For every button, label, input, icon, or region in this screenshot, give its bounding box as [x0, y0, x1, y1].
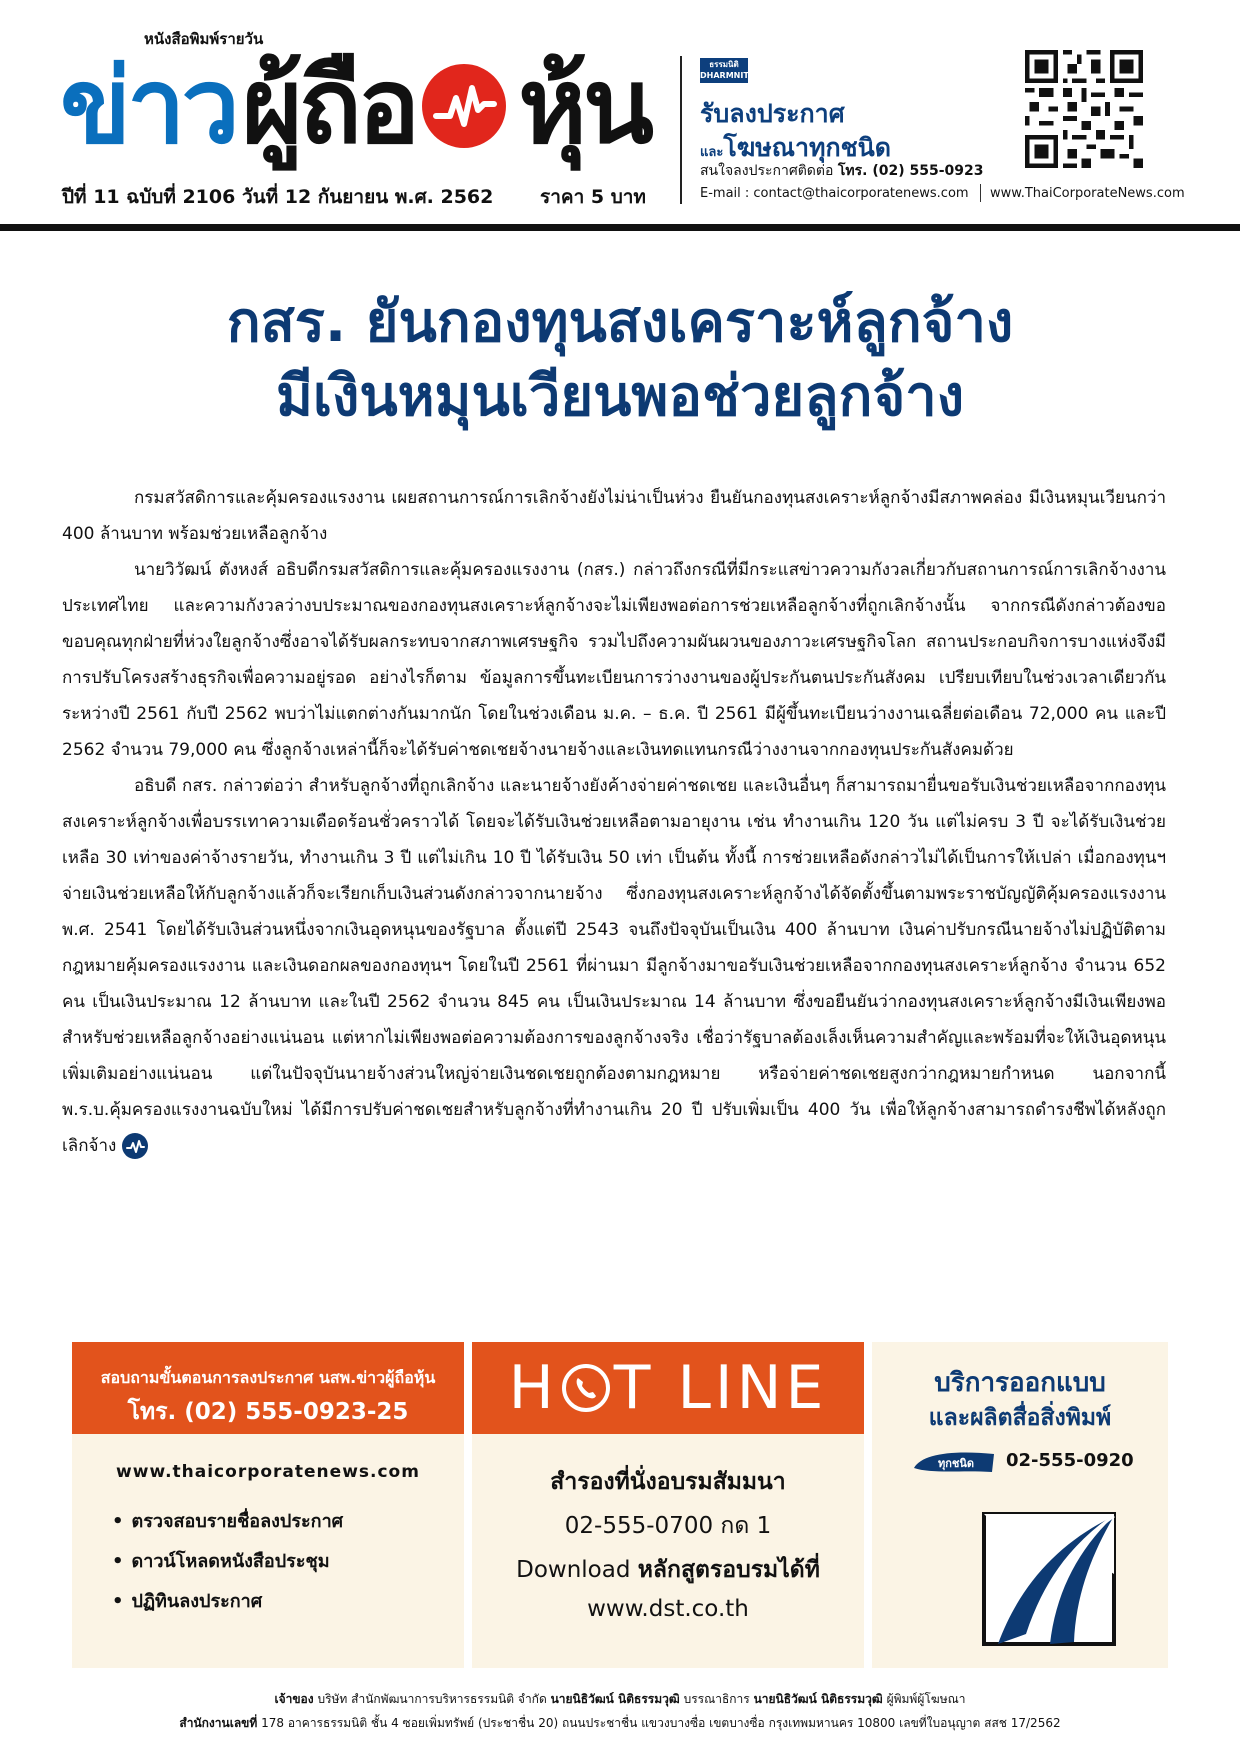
- hotline-header: [472, 1342, 864, 1434]
- print-service-box: [872, 1342, 1168, 1668]
- hotline-title-post: T LINE: [613, 1353, 828, 1423]
- announcement-info-box: [72, 1342, 464, 1668]
- logo-text-part3: หุ้น: [518, 45, 650, 167]
- contact-divider: [980, 184, 981, 202]
- footer-editor-name: นายนิธิวัฒน์ นิติธรรมวุฒิ: [550, 1692, 680, 1706]
- printed-page-icon: [964, 1494, 1134, 1654]
- article-body: [62, 480, 1166, 1164]
- footer-editor-label: บรรณาธิการ: [683, 1692, 750, 1706]
- paragraph-1: กรมสวัสดิการและคุ้มครองแรงงาน เผยสถานการณ์การเลิกจ้างยังไม่น่าเป็นห่วง ยืนยันกองทุนสงเคราะห์ลูกจ้างมีสภาพคล่อง มีเงินหมุนเวียนกว่า 400 ล้านบาท พร้อมช่วยเหลือลูกจ้าง: [62, 488, 1166, 544]
- footer-address: [0, 1714, 1240, 1733]
- masthead-rule: [0, 224, 1240, 231]
- paragraph-3-text: อธิบดี กสร. กล่าวต่อว่า สำหรับลูกจ้างที่ถูกเลิกจ้าง และนายจ้างยังค้างจ่ายค่าชดเชย และเงินอื่นๆ ก็สามารถมายื่นขอรับเงินช่วยเหลือจากกองทุนสงเคราะห์ลูกจ้างเพื่อบรรเทาความเดือดร้อนชั่วคราวได้ โดยจะได้รับเงินช่วยเหลือตามอายุงาน เช่น ทำงานเกิน 120 วัน แต่ไม่ครบ 3 ปี จะได้รับเงินช่วยเหลือ 30 เท่าของค่าจ้างรายวัน, ทำงานเกิน 3 ปี แต่ไม่เกิน 10 ปี ได้รับเงิน 50 เท่า เป็นต้น ทั้งนี้ การช่วยเหลือดังกล่าวไม่ได้เป็นการให้เปล่า เมื่อกองทุนฯ จ่ายเงินช่วยเหลือให้กับลูกจ้างแล้วก็จะเรียกเก็บเงินส่วนดังกล่าวจากนายจ้าง ซึ่งกองทุนสงเคราะห์ลูกจ้างได้จัดตั้งขึ้นตามพระราชบัญญัติคุ้มครองแรงงาน พ.ศ. 2541 โดยได้รับเงินส่วนหนึ่งจากเงินอุดหนุนของรัฐบาล ตั้งแต่ปี 2543 จนถึงปัจจุบันเป็นเงิน 400 ล้านบาท เงินค่าปรับกรณีนายจ้างไม่ปฏิบัติตามกฎหมายคุ้มครองแรงงาน และเงินดอกผลของกองทุนฯ โดยในปี 2561 ที่ผ่านมา มีลูกจ้างมาขอรับเงินช่วยเหลือจากกองทุนสงเคราะห์ลูกจ้าง จำนวน 652 คน เป็นเงินประมาณ 12 ล้านบาท และในปี 2562 จำนวน 845 คน เป็นเงินประมาณ 14 ล้านบาท ซึ่งขอยืนยันว่ากองทุนสงเคราะห์ลูกจ้างมีเงินเพียงพอสำหรับช่วยเหลือลูกจ้างอย่างแน่นอน แต่หากไม่เพียงพอต่อความต้องการของลูกจ้างจริง เชื่อว่ารัฐบาลต้องเล็งเห็นความสำคัญและพร้อมที่จะให้เงินอุดหนุนเพิ่มเติมอย่างแน่นอน แต่ในปัจจุบันนายจ้างส่วนใหญ่จ่ายเงินชดเชยถูกต้องตามกฎหมาย หรือจ่ายค่าชดเชยสูงกว่ากฎหมายกำหนด นอกจากนี้ พ.ร.บ.คุ้มครองแรงงานฉบับใหม่ ได้มีการปรับค่าชดเชยสำหรับลูกจ้างที่ทำงานเกิน 20 ปี ปรับเพิ่มเป็น 400 วัน เพื่อให้ลูกจ้างสามารถดำรงชีพได้หลังถูกเลิกจ้าง: [62, 776, 1166, 1156]
- footer-owner-label: เจ้าของ: [274, 1692, 314, 1706]
- announcement-box-title: สอบถามขั้นตอนการลงประกาศ นสพ.ข่าวผู้ถือหุ้น: [100, 1368, 436, 1387]
- dharmniti-logo: ธรรมนิติ DHARMNITI: [700, 58, 748, 83]
- paragraph-3: [62, 768, 1166, 1164]
- footer-office-label: สำนักงานเลขที่: [179, 1716, 258, 1730]
- footer-office-address: 178 อาคารธรรมนิติ ชั้น 4 ซอยเพิ่มทรัพย์ (ประชาชื่น 20) ถนนประชาชื่น แขวงบางซื่อ เขตบางซื่อ กรุงเทพมหานคร 10800 เลขที่ใบอนุญาต สสช 17/2562: [261, 1716, 1061, 1730]
- list-item[interactable]: • ปฏิทินลงประกาศ: [112, 1582, 343, 1622]
- announcement-box-phone[interactable]: โทร. (02) 555-0923-25: [127, 1399, 409, 1425]
- logo-text-part1: ข่าว: [60, 45, 236, 167]
- print-service-title: บริการออกแบบ: [934, 1368, 1106, 1398]
- phone-icon: [560, 1362, 612, 1414]
- ad-contact-phone[interactable]: โทร. (02) 555-0923: [837, 163, 984, 179]
- footer-publisher-name: นายนิธิวัฒน์ นิติธรรมวุฒิ: [753, 1692, 883, 1706]
- footer-owner: บริษัท สำนักพัฒนาการบริหารธรรมนิติ จำกัด: [317, 1692, 547, 1706]
- headline-line-1: กสร. ยันกองทุนสงเคราะห์ลูกจ้าง: [226, 290, 1014, 355]
- announcement-box-header: [72, 1342, 464, 1434]
- headline-line-2: มีเงินหมุนเวียนพอช่วยลูกจ้าง: [275, 364, 965, 429]
- ad-heading-2-prefix: และ: [700, 145, 724, 160]
- hotline-box: [472, 1342, 864, 1668]
- paragraph-2: นายวิวัฒน์ ตังหงส์ อธิบดีกรมสวัสดิการและคุ้มครองแรงงาน (กสร.) กล่าวถึงกรณีที่มีกระแสข่าวความกังวลเกี่ยวกับสถานการณ์การเลิกจ้างงานประเทศไทย และความกังวลว่างบประมาณของกองทุนสงเคราะห์ลูกจ้างจะไม่เพียงพอต่อการช่วยเหลือลูกจ้างที่ถูกเลิกจ้างนั้น จากกรณีดังกล่าวต้องขอขอบคุณทุกฝ่ายที่ห่วงใยลูกจ้างซึ่งอาจได้รับผลกระทบจากสภาพเศรษฐกิจ รวมไปถึงความผันผวนของภาวะเศรษฐกิจโลก สถานประกอบกิจการบางแห่งจึงมีการปรับโครงสร้างธุรกิจเพื่อความอยู่รอด อย่างไรก็ตาม ข้อมูลการขึ้นทะเบียนการว่างงานของผู้ประกันตนประกันสังคม เปรียบเทียบในช่วงเวลาเดียวกันระหว่างปี 2561 กับปี 2562 พบว่าไม่แตกต่างกันมากนัก โดยในช่วงเดือน ม.ค. – ธ.ค. ปี 2561 มีผู้ขึ้นทะเบียนว่างงานเฉลี่ยต่อเดือน 72,000 คน และปี 2562 จำนวน 79,000 คน ซึ่งลูกจ้างเหล่านี้ก็จะได้รับค่าชดเชยจ้างนายจ้างและเงินทดแทนกรณีว่างงานจากกองทุนประกันสังคมด้วย: [62, 560, 1166, 760]
- hotline-title-pre: H: [508, 1353, 558, 1423]
- article-headline: [0, 286, 1240, 434]
- announcement-service-list: [112, 1502, 343, 1622]
- issue-info: ปีที่ 11 ฉบับที่ 2106 วันที่ 12 กันยายน พ.ศ. 2562: [62, 186, 494, 208]
- announcement-website-link[interactable]: www.thaicorporatenews.com: [116, 1462, 420, 1482]
- tagline: หนังสือพิมพ์รายวัน: [144, 30, 264, 48]
- newspaper-logo[interactable]: [60, 38, 650, 167]
- end-mark-icon: [122, 1133, 148, 1159]
- footer-publisher-label: ผู้พิมพ์ผู้โฆษณา: [886, 1692, 966, 1706]
- contact-email[interactable]: E-mail : contact@thaicorporatenews.com: [700, 186, 969, 201]
- footer-ownership: [0, 1690, 1240, 1709]
- list-item[interactable]: • ดาวน์โหลดหนังสือประชุม: [112, 1542, 343, 1582]
- download-bold-label: หลักสูตรอบรมได้ที่: [637, 1557, 820, 1583]
- ad-contact-label: สนใจลงประกาศติดต่อ: [700, 163, 834, 179]
- ad-heading-2-main: โฆษณาทุกชนิด: [723, 133, 891, 162]
- print-service-phone[interactable]: 02-555-0920: [1006, 1450, 1134, 1471]
- qr-code-icon[interactable]: [1025, 50, 1143, 168]
- download-label: Download: [516, 1557, 631, 1583]
- brush-label: ทุกชนิด: [938, 1457, 975, 1470]
- ad-heading-1: รับลงประกาศ: [700, 99, 845, 128]
- ad-contact: [700, 160, 983, 182]
- website-link[interactable]: www.ThaiCorporateNews.com: [990, 186, 1185, 201]
- seminar-phone[interactable]: 02-555-0700 กด 1: [564, 1513, 772, 1539]
- issue-price: ราคา 5 บาท: [540, 186, 646, 208]
- download-text: [472, 1552, 864, 1588]
- list-item[interactable]: • ตรวจสอบรายชื่อลงประกาศ: [112, 1502, 343, 1542]
- print-service-subtitle: และผลิตสื่อสิ่งพิมพ์: [928, 1405, 1112, 1431]
- hotline-title: [472, 1353, 864, 1423]
- masthead-divider: [680, 56, 682, 204]
- masthead: [0, 0, 1240, 225]
- seminar-booking-text: สำรองที่นั่งอบรมสัมมนา: [550, 1469, 786, 1495]
- stock-chart-icon: [422, 64, 506, 148]
- dst-website-link[interactable]: www.dst.co.th: [587, 1596, 749, 1622]
- logo-text-part2: ผู้ถือ: [241, 45, 417, 167]
